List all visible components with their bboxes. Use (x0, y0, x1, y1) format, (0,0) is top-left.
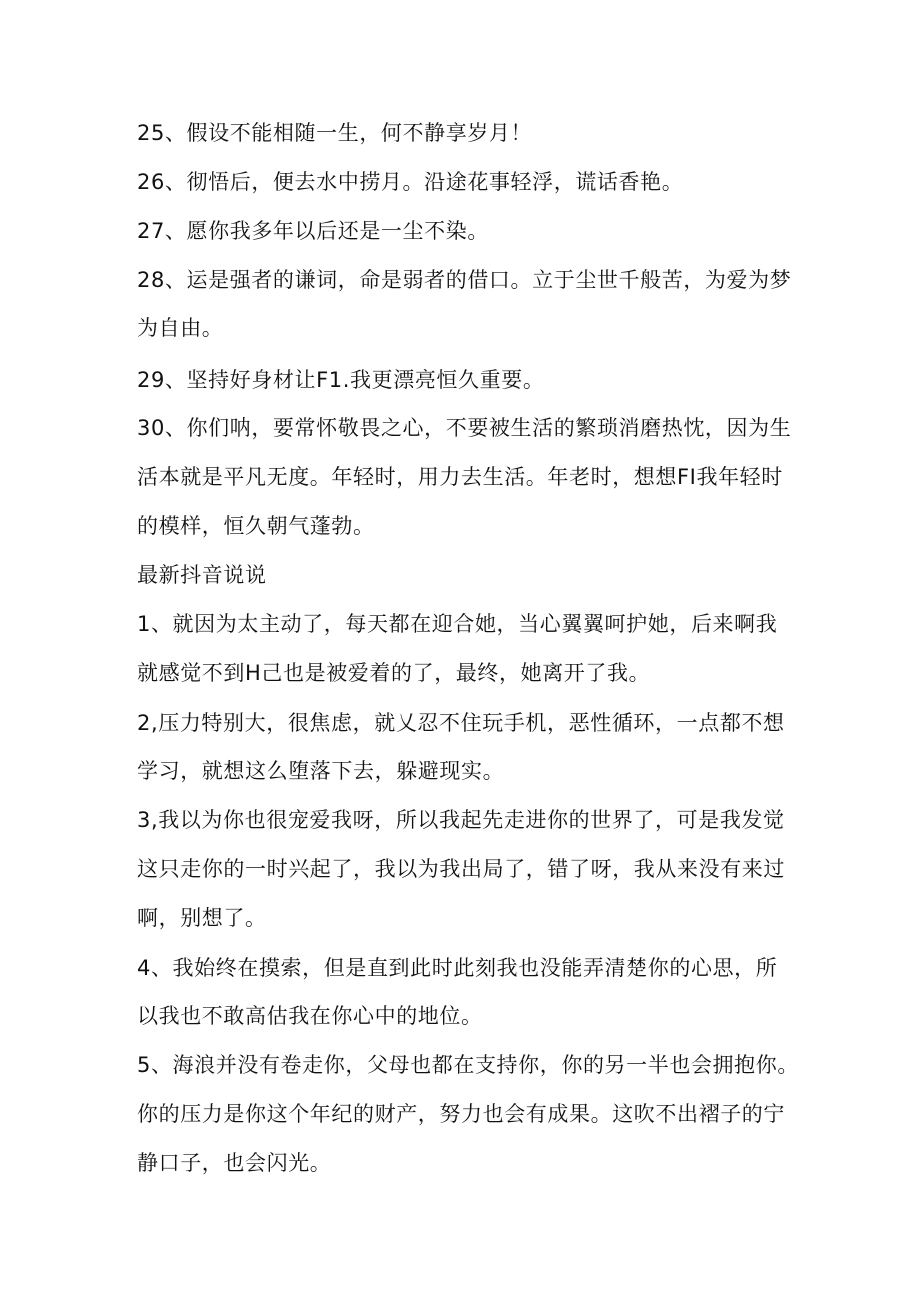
section-heading: 最新抖音说说 (137, 563, 267, 587)
text-line: 26、彻悟后，便去水中捞月。沿途花事轻浮，谎话香艳。 (137, 170, 684, 194)
text-line: 27、愿你我多年以后还是一尘不染。 (137, 219, 489, 243)
text-line: 4、我始终在摸索，但是直到此时此刻我也没能弄清楚你的心思，所 (137, 956, 778, 980)
text-line: 1、就因为太主动了，每天都在迎合她，当心翼翼呵护她，后来啊我 (137, 612, 778, 636)
text-line: 28、运是强者的谦词，命是弱者的借口。立于尘世千般苦，为爱为梦 (137, 268, 792, 292)
text-line: 你的压力是你这个年纪的财产，努力也会有成果。这吹不出褶子的宁 (137, 1102, 785, 1126)
text-line: 啊，别想了。 (137, 906, 267, 930)
text-line: 学习，就想这么堕落下去，躲避现实。 (137, 759, 505, 783)
text-line: 3,我以为你也很宠爱我呀，所以我起先走进你的世界了，可是我发觉 (137, 808, 785, 832)
text-line: 这只走你的一时兴起了，我以为我出局了，错了呀，我从来没有来过 (137, 857, 785, 881)
text-line: 以我也不敢高估我在你心中的地位。 (137, 1004, 483, 1028)
text-line: 静口子，也会闪光。 (137, 1151, 332, 1175)
text-line: 29、坚持好身材让F1.我更漂亮恒久重要。 (137, 368, 545, 392)
text-line: 30、你们呐，要常怀敬畏之心，不要被生活的繁琐消磨热忱，因为生 (137, 416, 792, 440)
text-line: 为自由。 (137, 316, 224, 340)
text-line: 25、假设不能相随一生，何不静享岁月！ (137, 121, 533, 145)
text-line: 的模样，恒久朝气蓬勃。 (137, 514, 375, 538)
text-line: 活本就是平凡无度。年轻时，用力去生活。年老时，想想FI我年轻时 (137, 465, 783, 489)
text-line: 就感觉不到H己也是被爱着的了，最终，她离开了我。 (137, 661, 651, 685)
text-line: 5、海浪并没有卷走你，父母也都在支持你，你的另一半也会拥抱你。 (137, 1053, 799, 1077)
text-line: 2,压力特别大，很焦虑，就乂忍不住玩手机，恶性循环，一点都不想 (137, 711, 785, 735)
